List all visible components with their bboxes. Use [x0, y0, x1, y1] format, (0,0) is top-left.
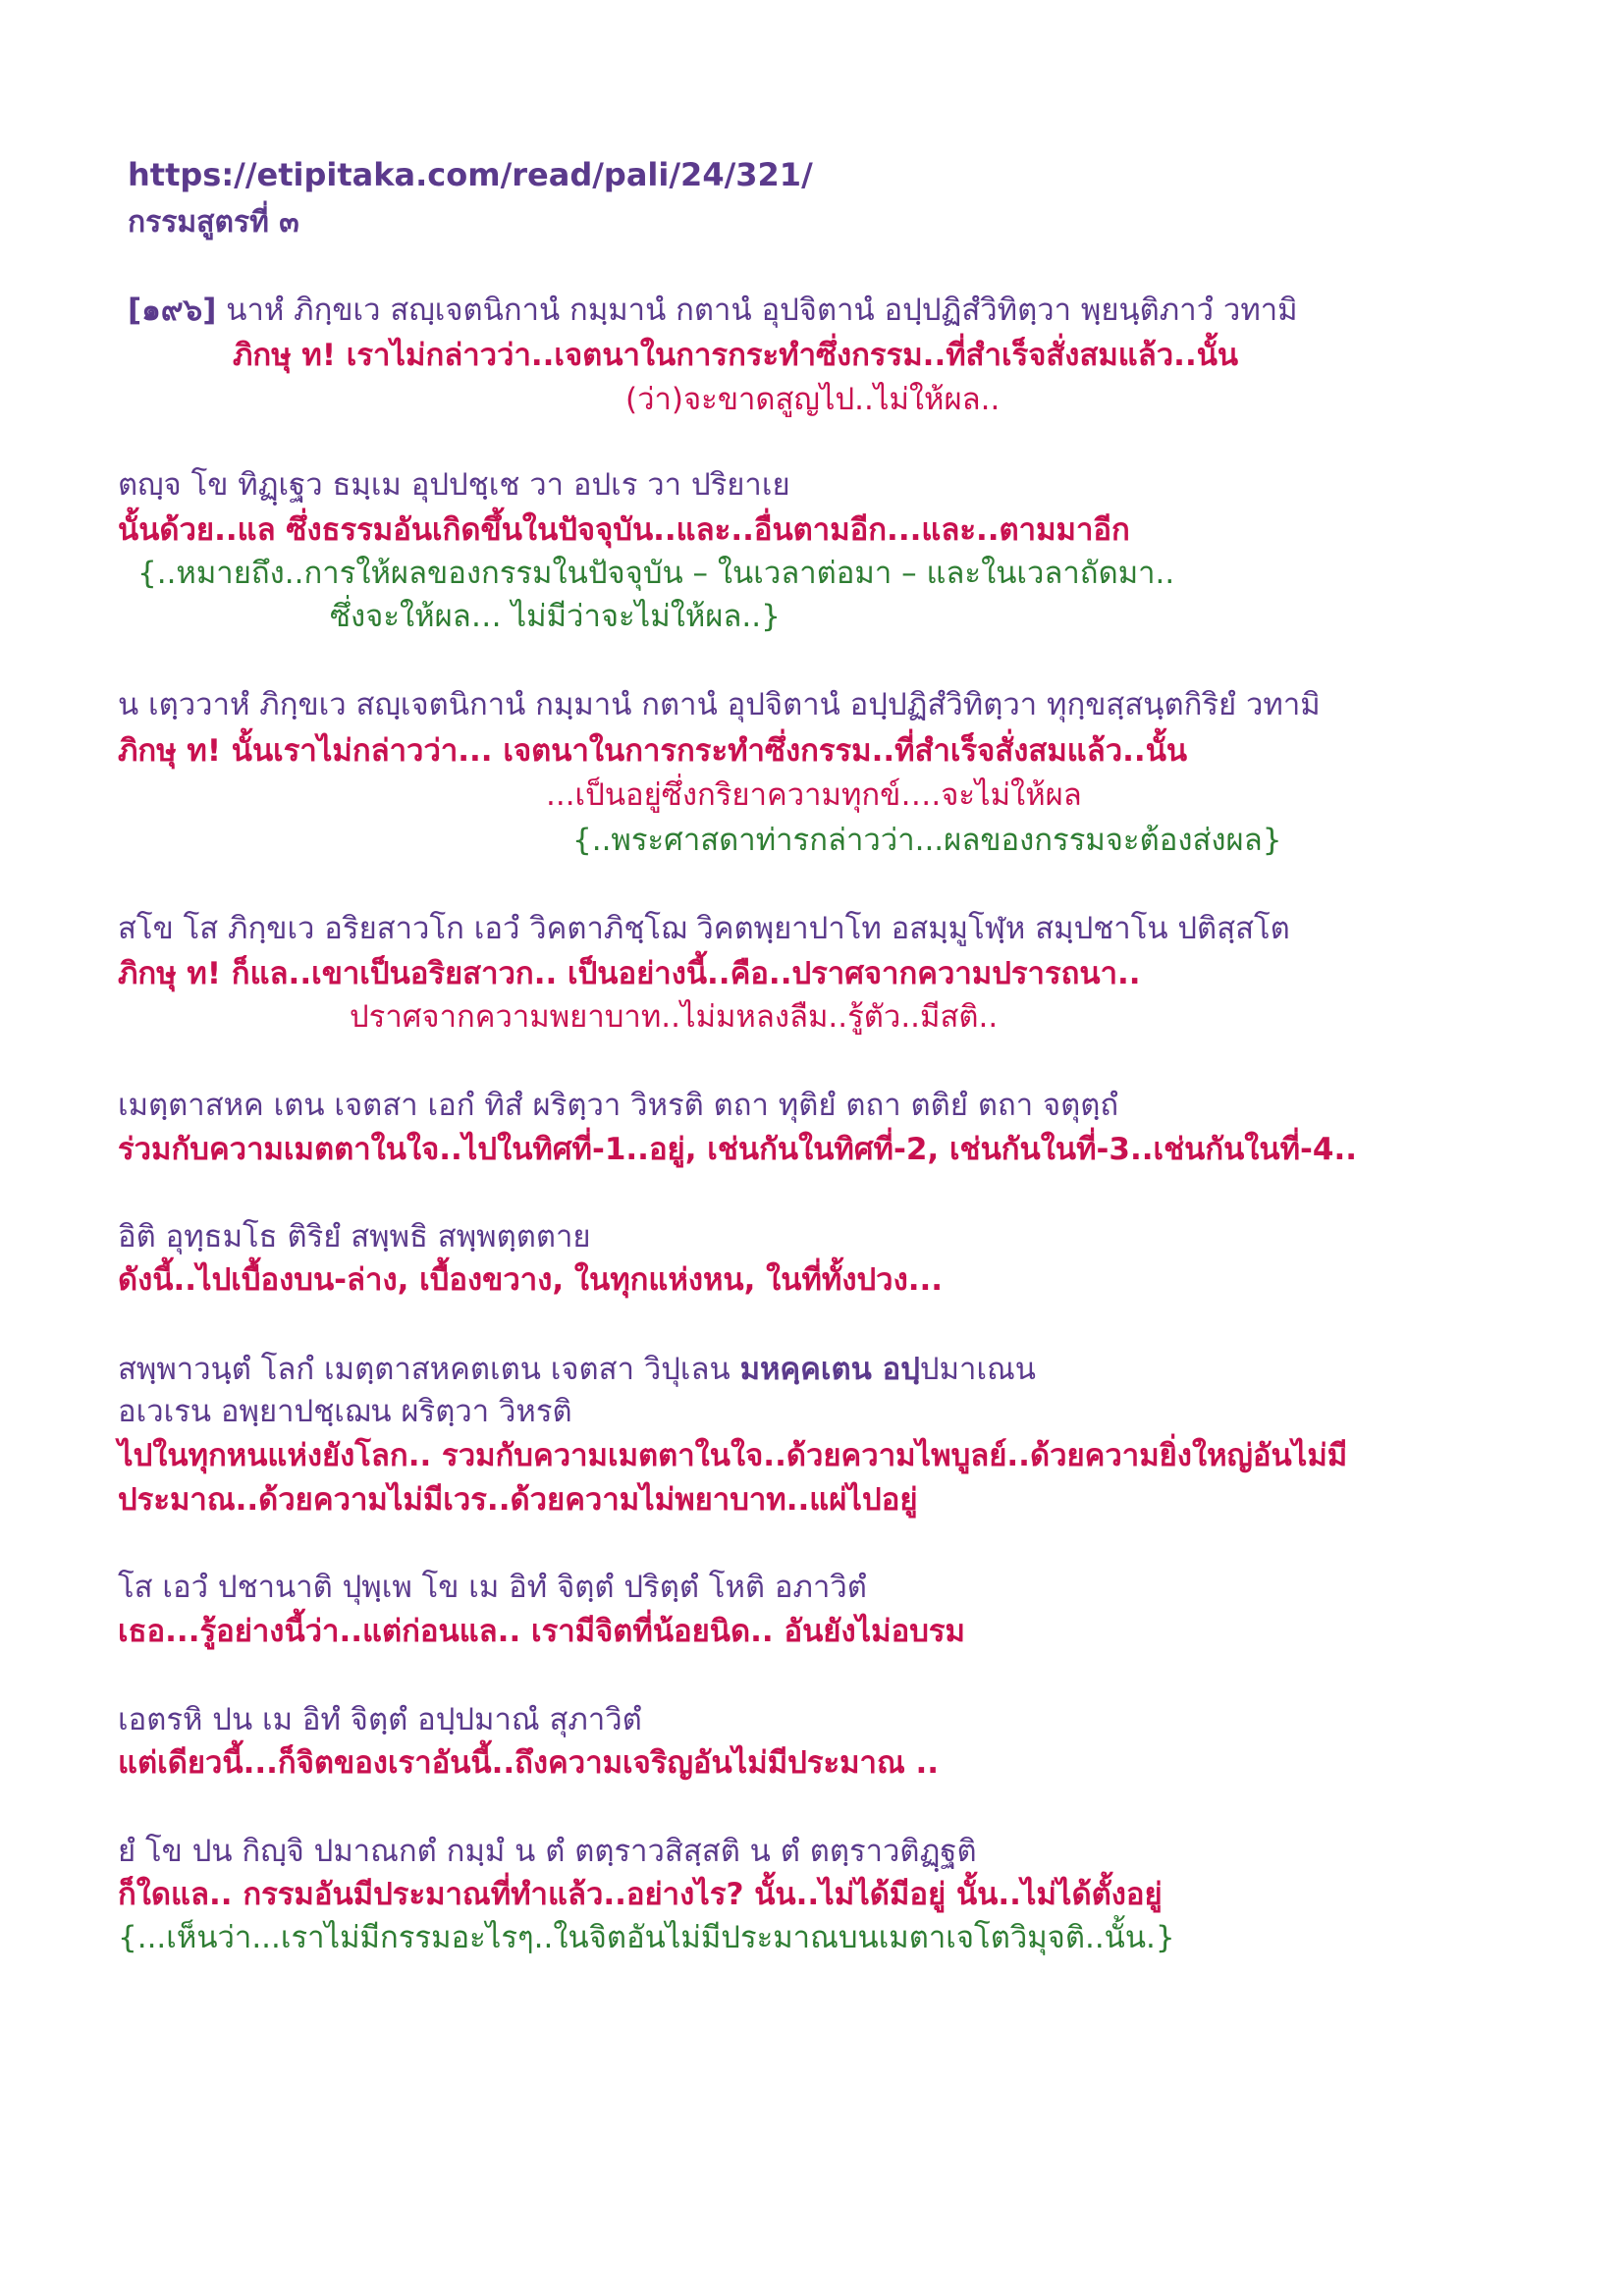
section-7-thai-line-2: ประมาณ..ด้วยความไม่มีเวร..ด้วยความไม่พยาบาท..แผ่ไปอยู่: [118, 1482, 918, 1518]
section-8-pali: โส เอวํ ปชานาติ ปุพฺเพ โข เม อิทํ จิตฺตํ ปริตฺตํ โหติ อภาวิตํ: [118, 1570, 867, 1605]
section-3-note: {..พระศาสดาท่ารกล่าวว่า...ผลของกรรมจะต้องส่งผล}: [572, 823, 1282, 858]
section-8-thai: เธอ...รู้อย่างนี้ว่า..แต่ก่อนแล.. เรามีจิตที่น้อยนิด.. อันยังไม่อบรม: [118, 1614, 965, 1649]
section-7-pali-line-2: อเวเรน อพฺยาปชฺเฌน ผริตฺวา วิหรติ: [118, 1394, 572, 1429]
pali-text: นาหํ ภิกฺขเว สญฺเจตนิกานํ กมฺมานํ กตานํ อุปจิตานํ อปฺปฏิสํวิทิตฺวา พฺยนฺติภาวํ วทามิ: [226, 293, 1298, 328]
section-7-pali-line-1: [118, 1350, 1036, 1389]
section-6-pali: อิติ อุทฺธมโธ ติริยํ สพฺพธิ สพฺพตฺตตาย: [118, 1219, 591, 1255]
section-2-note-line-1: {..หมายถึง..การให้ผลของกรรมในปัจจุบัน – ในเวลาต่อมา – และในเวลาถัดมา..: [137, 556, 1175, 591]
section-4-pali: สโข โส ภิกฺขเว อริยสาวโก เอวํ วิคตาภิชฺโฌ วิคตพฺยาปาโท อสมฺมูโฬฺห สมฺปชาโน ปติสฺสโต: [118, 911, 1290, 946]
section-10-thai: ก็ใดแล.. กรรมอันมีประมาณที่ทำแล้ว..อย่างไร? นั้น..ไม่ได้มีอยู่ นั้น..ไม่ได้ตั้งอยู่: [118, 1877, 1163, 1912]
section-5-pali: เมตฺตาสหค เตน เจตสา เอกํ ทิสํ ผริตฺวา วิหรติ ตถา ทุติยํ ตถา ตติยํ ตถา จตุตฺถํ: [118, 1088, 1119, 1123]
section-2-note-line-2: ซึ่งจะให้ผล… ไม่มีว่าจะไม่ให้ผล..}: [330, 599, 781, 634]
section-5-thai: ร่วมกับความเมตตาในใจ..ไปในทิศที่-1..อยู่, เช่นกันในทิศที่-2, เช่นกันในที่-3..เช่นกันในที่-4..: [118, 1132, 1358, 1167]
section-10-note: {...เห็นว่า...เราไม่มีกรรมอะไรๆ..ในจิตอันไม่มีประมาณบนเมตาเจโตวิมุจติ..นั้น.}: [118, 1920, 1175, 1955]
section-9-thai: แต่เดียวนี้...ก็จิตของเราอันนี้..ถึงความเจริญอันไม่มีประมาณ ..: [118, 1745, 940, 1781]
section-7-thai-line-1: ไปในทุกหนแห่งยังโลก.. รวมกับความเมตตาในใจ..ด้วยความไพบูลย์..ด้วยความยิ่งใหญ่อันไม่มี: [118, 1438, 1348, 1473]
sutta-title: กรรมสูตรที่ ๓: [128, 205, 299, 240]
section-9-pali: เอตรหิ ปน เม อิทํ จิตฺตํ อปฺปมาณํ สุภาวิตํ: [118, 1702, 642, 1737]
section-1-thai-line-2: (ว่า)จะขาดสูญไป..ไม่ให้ผล..: [625, 382, 1001, 417]
pali-emphasis: มหคฺคเตน อปฺ: [739, 1352, 920, 1387]
pali-text: ปมาเณน: [919, 1352, 1036, 1387]
section-4-thai-line-2: ปราศจากความพยาบาท..ไม่มหลงลืม..รู้ตัว..มีสติ..: [350, 999, 999, 1035]
section-10-pali: ยํ โข ปน กิญฺจิ ปมาณกตํ กมฺมํ น ตํ ตตฺราวสิสฺสติ น ตํ ตตฺราวติฏฺฐติ: [118, 1834, 977, 1869]
section-2-pali: ตญฺจ โข ทิฏฺเฐว ธมฺเม อุปปชฺเช วา อปเร วา ปริยาเย: [118, 467, 790, 503]
section-3-thai-line-1: ภิกษุ ท! นั้นเราไม่กล่าวว่า... เจตนาในการกระทำซึ่งกรรม..ที่สำเร็จสั่งสมแล้ว..นั้น: [118, 733, 1188, 769]
paragraph-reference: [๑๙๖]: [128, 293, 217, 328]
section-6-thai: ดังนี้..ไปเบื้องบน-ล่าง, เบื้องขวาง, ในทุกแห่งหน, ในที่ทั้งปวง...: [118, 1262, 944, 1298]
section-4-thai-line-1: ภิกษุ ท! ก็แล..เขาเป็นอริยสาวก.. เป็นอย่างนี้..คือ..ปราศจากความปรารถนา..: [118, 956, 1141, 991]
section-1-pali: [128, 291, 1298, 330]
section-3-pali: น เตฺววาหํ ภิกฺขเว สญฺเจตนิกานํ กมฺมานํ กตานํ อุปจิตานํ อปฺปฏิสํวิทิตฺวา ทุกฺขสฺสนฺตกิริยํ วทามิ: [118, 687, 1321, 722]
source-url[interactable]: https://etipitaka.com/read/pali/24/321/: [128, 156, 813, 193]
section-2-thai: นั้นด้วย..แล ซึ่งธรรมอันเกิดขึ้นในปัจจุบัน..และ..อื่นตามอีก...และ..ตามมาอีก: [118, 512, 1130, 548]
section-3-thai-line-2: ...เป็นอยู่ซึ่งกริยาความทุกข์….จะไม่ให้ผล: [546, 777, 1082, 813]
pali-text: สพฺพาวนฺตํ โลกํ เมตฺตาสหคตเตน เจตสา วิปุเลน: [118, 1352, 731, 1387]
section-1-thai-line-1: ภิกษุ ท! เราไม่กล่าวว่า..เจตนาในการกระทำซึ่งกรรม..ที่สำเร็จสั่งสมแล้ว..นั้น: [233, 338, 1239, 373]
